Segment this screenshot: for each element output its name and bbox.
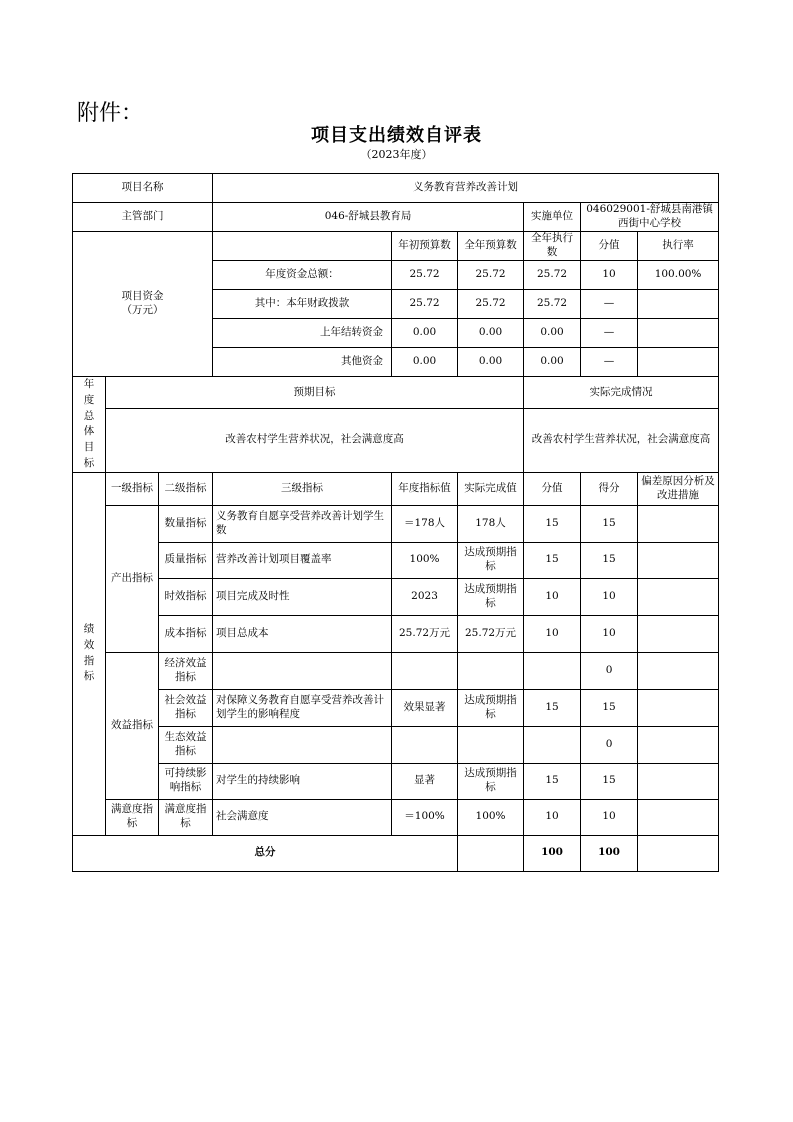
- indicator-value: 10: [524, 799, 581, 835]
- funds-header-annual: 全年预算数: [458, 232, 524, 261]
- indicator-note: [638, 505, 719, 542]
- project-name-row: [73, 174, 719, 203]
- indicator-l2: 质量指标: [159, 542, 213, 578]
- attachment-label: 附件：: [77, 101, 144, 126]
- indicator-score: 10: [581, 615, 638, 652]
- funds-score-value: 10: [581, 261, 638, 290]
- indicator-note: [638, 652, 719, 689]
- indicator-target: [392, 726, 458, 763]
- indicator-row: [73, 578, 719, 615]
- indicator-score: 15: [581, 505, 638, 542]
- funds-row-label: 其他资金: [213, 348, 392, 377]
- indicator-value: 15: [524, 542, 581, 578]
- goals-actual: 改善农村学生营养状况，社会满意度高: [524, 408, 719, 472]
- funds-executed: 0.00: [524, 319, 581, 348]
- project-name-label: 项目名称: [73, 174, 213, 203]
- indicator-row: [73, 615, 719, 652]
- page-subtitle-year: （2023年度）: [360, 148, 433, 161]
- indicator-row: [73, 689, 719, 726]
- total-row: [73, 835, 719, 871]
- indicator-score: 10: [581, 578, 638, 615]
- project-name-value: 义务教育营养改善计划: [213, 174, 719, 203]
- indicator-l2: 满意度指标: [159, 799, 213, 835]
- funds-header-score-value: 分值: [581, 232, 638, 261]
- funds-score-value: —: [581, 348, 638, 377]
- indicator-note: [638, 542, 719, 578]
- indicator-value: 10: [524, 578, 581, 615]
- indicator-header-target: 年度指标值: [392, 472, 458, 505]
- indicator-score: 15: [581, 689, 638, 726]
- indicator-actual: 达成预期指标: [458, 689, 524, 726]
- funds-header-initial: 年初预算数: [392, 232, 458, 261]
- indicator-score: 0: [581, 652, 638, 689]
- indicator-actual: 达成预期指标: [458, 763, 524, 799]
- indicator-l3: 营养改善计划项目覆盖率: [213, 542, 392, 578]
- indicator-score: 0: [581, 726, 638, 763]
- indicators-label-text: 绩效指标: [83, 623, 95, 683]
- funds-header-executed: 全年执行数: [524, 232, 581, 261]
- indicator-value: [524, 652, 581, 689]
- funds-header-row: [73, 232, 719, 261]
- total-label: 总分: [73, 835, 458, 871]
- goals-header-row: [73, 377, 719, 409]
- funds-annual: 0.00: [458, 319, 524, 348]
- funds-annual: 25.72: [458, 290, 524, 319]
- indicator-l3: 项目总成本: [213, 615, 392, 652]
- funds-row-label: 年度资金总额：: [213, 261, 392, 290]
- funds-initial: 0.00: [392, 348, 458, 377]
- indicator-header-l1: 一级指标: [106, 472, 159, 505]
- goals-label: [73, 377, 106, 473]
- indicator-value: 15: [524, 689, 581, 726]
- indicator-value: [524, 726, 581, 763]
- indicator-target: ＝178人: [392, 505, 458, 542]
- funds-score-value: —: [581, 319, 638, 348]
- indicator-l3: 社会满意度: [213, 799, 392, 835]
- indicator-target: [392, 652, 458, 689]
- indicator-actual: 25.72万元: [458, 615, 524, 652]
- funds-executed: 0.00: [524, 348, 581, 377]
- funds-executed: 25.72: [524, 290, 581, 319]
- goals-expected: 改善农村学生营养状况，社会满意度高: [106, 408, 524, 472]
- indicator-l3: 对保障义务教育自愿享受营养改善计划学生的影响程度: [213, 689, 392, 726]
- indicator-l2: 可持续影响指标: [159, 763, 213, 799]
- goals-content-row: [73, 408, 719, 472]
- indicator-header-row: [73, 472, 719, 505]
- funds-header-rate: 执行率: [638, 232, 719, 261]
- indicator-l3: [213, 652, 392, 689]
- indicator-l1-satisfaction: 满意度指标: [106, 799, 159, 835]
- funds-rate: [638, 319, 719, 348]
- indicator-note: [638, 799, 719, 835]
- indicator-score: 15: [581, 542, 638, 578]
- indicator-header-score: 得分: [581, 472, 638, 505]
- funds-header-blank: [213, 232, 392, 261]
- indicator-header-actual: 实际完成值: [458, 472, 524, 505]
- indicator-l3: [213, 726, 392, 763]
- indicator-l2: 成本指标: [159, 615, 213, 652]
- indicator-l3: 项目完成及时性: [213, 578, 392, 615]
- indicator-row: [73, 652, 719, 689]
- indicator-score: 10: [581, 799, 638, 835]
- indicator-target: 2023: [392, 578, 458, 615]
- total-note: [638, 835, 719, 871]
- goals-expected-header: 预期目标: [106, 377, 524, 409]
- dept-value: 046-舒城县教育局: [213, 203, 524, 232]
- indicator-row: [73, 799, 719, 835]
- indicator-l2: 社会效益指标: [159, 689, 213, 726]
- indicator-l2: 数量指标: [159, 505, 213, 542]
- indicator-note: [638, 763, 719, 799]
- indicator-target: 100%: [392, 542, 458, 578]
- funds-rate: 100.00%: [638, 261, 719, 290]
- goals-label-text: 年度总体目标: [83, 378, 95, 469]
- funds-annual: 0.00: [458, 348, 524, 377]
- indicator-actual: 100%: [458, 799, 524, 835]
- funds-rate: [638, 290, 719, 319]
- indicator-actual: [458, 652, 524, 689]
- indicator-note: [638, 615, 719, 652]
- page-title: 项目支出绩效自评表: [311, 125, 482, 146]
- indicator-value: 10: [524, 615, 581, 652]
- department-row: [73, 203, 719, 232]
- goals-actual-header: 实际完成情况: [524, 377, 719, 409]
- unit-label: 实施单位: [524, 203, 581, 232]
- indicator-header-l3: 三级指标: [213, 472, 392, 505]
- indicator-header-note: 偏差原因分析及改进措施: [638, 472, 719, 505]
- indicator-header-value: 分值: [524, 472, 581, 505]
- indicator-score: 15: [581, 763, 638, 799]
- indicator-value: 15: [524, 505, 581, 542]
- indicator-note: [638, 726, 719, 763]
- indicator-row: [73, 726, 719, 763]
- funds-annual: 25.72: [458, 261, 524, 290]
- indicator-l2: 时效指标: [159, 578, 213, 615]
- indicator-l2: 生态效益指标: [159, 726, 213, 763]
- funds-executed: 25.72: [524, 261, 581, 290]
- indicator-target: ＝100%: [392, 799, 458, 835]
- dept-label: 主管部门: [73, 203, 213, 232]
- indicator-actual: 178人: [458, 505, 524, 542]
- funds-score-value: —: [581, 290, 638, 319]
- performance-table: [72, 173, 719, 872]
- indicator-header-l2: 二级指标: [159, 472, 213, 505]
- funds-initial: 0.00: [392, 319, 458, 348]
- total-blank: [458, 835, 524, 871]
- indicator-value: 15: [524, 763, 581, 799]
- indicator-target: 显著: [392, 763, 458, 799]
- unit-value: 046029001-舒城县南港镇西街中心学校: [581, 203, 719, 232]
- indicators-label: [73, 472, 106, 835]
- funds-row-label: 其中：本年财政拨款: [213, 290, 392, 319]
- indicator-actual: 达成预期指标: [458, 542, 524, 578]
- indicator-row: [73, 505, 719, 542]
- indicator-l1-output: 产出指标: [106, 505, 159, 652]
- funds-initial: 25.72: [392, 290, 458, 319]
- funds-label: 项目资金 （万元）: [73, 232, 213, 377]
- indicator-target: 效果显著: [392, 689, 458, 726]
- indicator-actual: 达成预期指标: [458, 578, 524, 615]
- indicator-target: 25.72万元: [392, 615, 458, 652]
- indicator-note: [638, 689, 719, 726]
- indicator-actual: [458, 726, 524, 763]
- funds-row-label: 上年结转资金: [213, 319, 392, 348]
- funds-initial: 25.72: [392, 261, 458, 290]
- indicator-l2: 经济效益指标: [159, 652, 213, 689]
- indicator-l3: 对学生的持续影响: [213, 763, 392, 799]
- indicator-note: [638, 578, 719, 615]
- indicator-row: [73, 542, 719, 578]
- total-value: 100: [524, 835, 581, 871]
- indicator-row: [73, 763, 719, 799]
- total-score: 100: [581, 835, 638, 871]
- indicator-l1-benefit: 效益指标: [106, 652, 159, 799]
- indicator-l3: 义务教育自愿享受营养改善计划学生数: [213, 505, 392, 542]
- funds-rate: [638, 348, 719, 377]
